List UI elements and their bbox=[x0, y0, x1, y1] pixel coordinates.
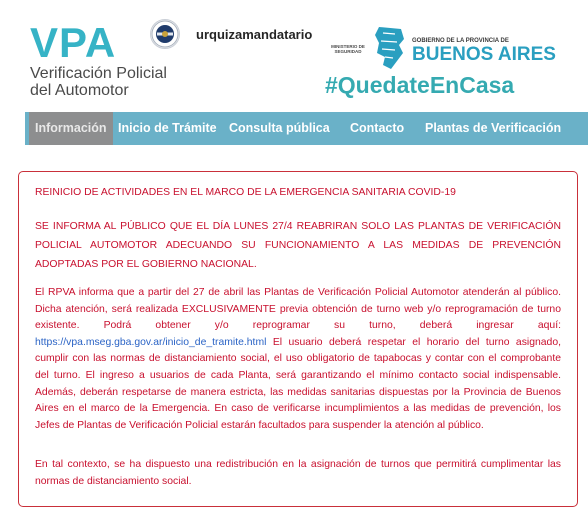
notice-body-text-2: El usuario deberá respetar el horario del turno asignado, cumplir con las normas de distanciamiento social, el uso obligatorio de tapabocas y contar con el comprobante del turno. El ingreso a usuarios de cada Planta, será garantizando el mínimo contacto social indispensable. Además, deberán respetarse de manera estricta, las medidas sanitarias dispuestas por la Provincia de Buenos Aires en el marco de la Emergencia. En caso de verificarse incumplimientos a las medidas de prevención, los Jefes de Plantas de Verificación Policial estarán facultados para suspender la atención al público. bbox=[35, 336, 561, 431]
nav-item-consulta-publica[interactable]: Consulta pública bbox=[229, 121, 330, 135]
provincia-map-icon bbox=[373, 25, 407, 71]
username-label[interactable]: urquizamandatario bbox=[196, 27, 313, 42]
notice-announcement: SE INFORMA AL PÚBLICO QUE EL DÍA LUNES 27/4 REABRIRAN SOLO LAS PLANTAS DE VERIFICACIÓN POLICIAL AUTOMOTOR ADECUANDO SU FUNCIONAMIENTO A LAS MEDIDAS DE PREVENCIÓN ADOPTADAS POR EL GOBIERNO NACIONAL. bbox=[35, 221, 561, 270]
main-nav bbox=[25, 112, 588, 145]
notice-box bbox=[18, 171, 578, 507]
vpa-logo-subtitle-line1: Verificación Policial bbox=[30, 65, 167, 82]
vpa-logo-text: VPA bbox=[30, 19, 117, 66]
nav-item-inicio-de-tramite[interactable]: Inicio de Trámite bbox=[118, 121, 217, 135]
notice-title: REINICIO DE ACTIVIDADES EN EL MARCO DE LA EMERGENCIA SANITARIA COVID-19 bbox=[35, 187, 456, 198]
notice-body-text-1: El RPVA informa que a partir del 27 de abril las Plantas de Verificación Policial Automotor atenderán al público. Dicha atención, será realizada EXCLUSIVAMENTE previa obtención de turno web y/o reprogramación de turno existente. Podrá obtener y/o reprogramar su turno, deberá ingresar aquí: bbox=[35, 287, 561, 332]
notice-closing: En tal contexto, se ha dispuesto una redistribución en la asignación de turnos que permitirá cumplimentar las normas de distanciamiento social. bbox=[35, 459, 561, 487]
user-avatar-icon[interactable] bbox=[150, 19, 180, 49]
nav-item-informacion[interactable]: Información bbox=[29, 112, 113, 145]
ministerio-seguridad-label: MINISTERIO DE SEGURIDAD bbox=[331, 44, 365, 54]
site-header bbox=[0, 0, 588, 112]
vpa-logo-subtitle-line2: del Automotor bbox=[30, 82, 129, 99]
nav-item-plantas-de-verificacion[interactable]: Plantas de Verificación bbox=[425, 121, 562, 135]
tramite-link[interactable]: https://vpa.mseg.gba.gov.ar/inicio_de_tramite.html bbox=[35, 336, 267, 348]
notice-body bbox=[35, 285, 561, 434]
buenos-aires-label: BUENOS AIRES bbox=[412, 44, 556, 65]
hashtag-quedate-en-casa: #QuedateEnCasa bbox=[325, 72, 515, 98]
nav-item-contacto[interactable]: Contacto bbox=[350, 121, 405, 135]
gobierno-provincia-label: GOBIERNO DE LA PROVINCIA DE bbox=[412, 38, 509, 44]
